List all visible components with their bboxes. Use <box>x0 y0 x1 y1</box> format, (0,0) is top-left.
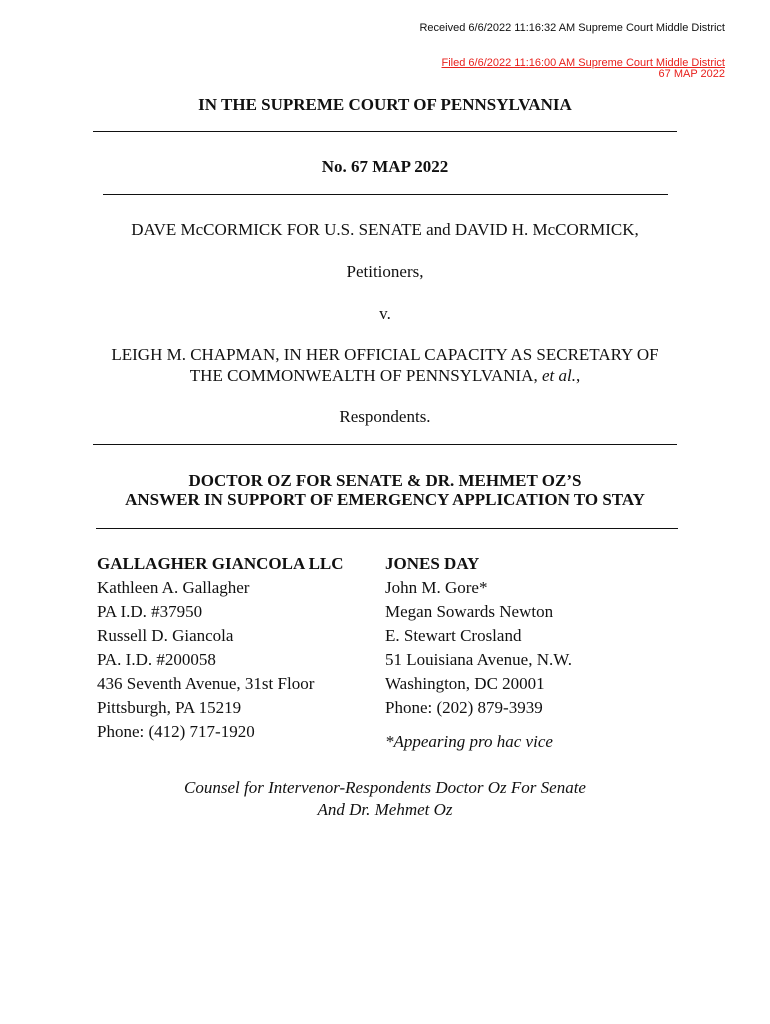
right-counsel-line: Megan Sowards Newton <box>385 602 554 621</box>
right-counsel-line: E. Stewart Crosland <box>385 626 522 645</box>
document-title-line-2: ANSWER IN SUPPORT OF EMERGENCY APPLICATION TO STAY <box>125 490 645 509</box>
divider <box>93 131 677 132</box>
respondents-line-2 <box>0 366 770 386</box>
left-counsel-line: Russell D. Giancola <box>97 626 234 645</box>
docket-stamp: 67 MAP 2022 <box>658 68 725 80</box>
respondents-line-2-text: THE COMMONWEALTH OF PENNSYLVANIA, <box>189 366 542 385</box>
right-counsel-line: John M. Gore* <box>385 578 488 597</box>
right-counsel-line: Phone: (202) 879-3939 <box>385 698 543 717</box>
divider <box>103 194 668 195</box>
versus: v. <box>379 304 391 323</box>
respondents-etal: et al. <box>541 366 576 385</box>
petitioners-label: Petitioners, <box>346 262 424 281</box>
counsel-role-line-2: And Dr. Mehmet Oz <box>317 800 453 819</box>
respondents-trail: , <box>575 366 581 385</box>
respondents-label: Respondents. <box>339 407 431 426</box>
left-counsel-line: Phone: (412) 717-1920 <box>97 722 255 741</box>
counsel-left-block <box>97 552 344 744</box>
right-counsel-line: Washington, DC 20001 <box>385 674 545 693</box>
left-counsel-line: Kathleen A. Gallagher <box>97 578 250 597</box>
court-name: IN THE SUPREME COURT OF PENNSYLVANIA <box>198 95 572 114</box>
right-firm-name: JONES DAY <box>385 554 480 573</box>
document-title-line-1: DOCTOR OZ FOR SENATE & DR. MEHMET OZ’S <box>188 471 582 490</box>
left-counsel-line: PA I.D. #37950 <box>97 602 203 621</box>
counsel-right-block <box>385 552 572 754</box>
divider <box>96 528 678 529</box>
left-firm-name: GALLAGHER GIANCOLA LLC <box>97 554 344 573</box>
respondents-line-1: LEIGH M. CHAPMAN, IN HER OFFICIAL CAPACITY AS SECRETARY OF <box>111 345 659 364</box>
counsel-role-line-1: Counsel for Intervenor-Respondents Doctor Oz For Senate <box>184 778 586 797</box>
divider <box>93 444 677 445</box>
petitioners-names: DAVE McCORMICK FOR U.S. SENATE and DAVID H. McCORMICK, <box>131 220 639 239</box>
filed-stamp: Filed 6/6/2022 11:16:00 AM Supreme Court Middle District <box>441 57 725 69</box>
case-number: No. 67 MAP 2022 <box>321 157 449 176</box>
pro-hac-vice-note: *Appearing pro hac vice <box>385 732 553 751</box>
right-counsel-line: 51 Louisiana Avenue, N.W. <box>385 650 572 669</box>
left-counsel-line: PA. I.D. #200058 <box>97 650 216 669</box>
left-counsel-line: Pittsburgh, PA 15219 <box>97 698 242 717</box>
left-counsel-line: 436 Seventh Avenue, 31st Floor <box>97 674 315 693</box>
received-stamp: Received 6/6/2022 11:16:32 AM Supreme Court Middle District <box>419 22 725 34</box>
